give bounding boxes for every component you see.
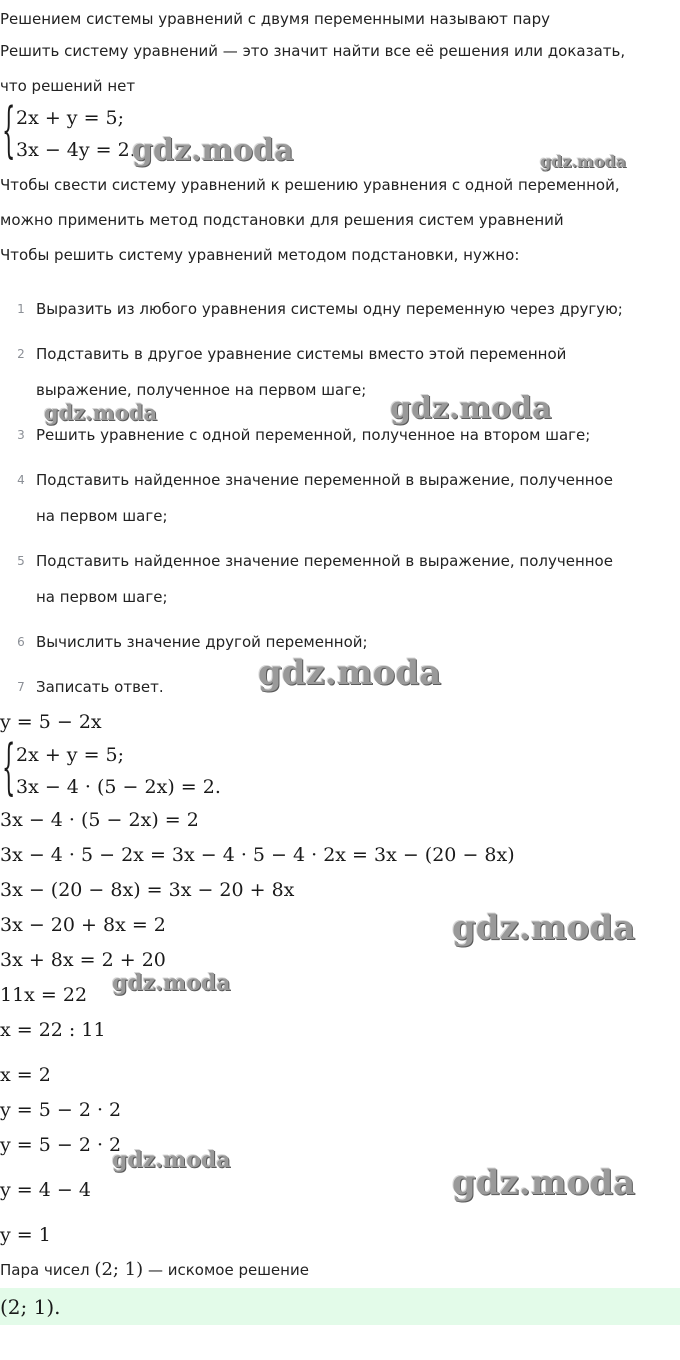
para-line-3: Чтобы решить систему уравнений методом подстановки, нужно: — [0, 246, 520, 264]
system-brace: { — [2, 733, 16, 803]
solution-line: 3x − 4 · (5 − 2x) = 2 — [0, 809, 199, 831]
intro-line-1: Решением системы уравнений с двумя переменными называют пару — [0, 10, 550, 28]
step-5-text: Подставить найденное значение переменной в выражение, полученное — [36, 552, 613, 570]
answer-box — [0, 1288, 680, 1325]
step-4-text: Подставить найденное значение переменной в выражение, полученное — [36, 471, 613, 489]
step-number: 4 — [17, 473, 25, 487]
watermark: gdz.moda — [452, 1163, 636, 1203]
step-6-text: Вычислить значение другой переменной; — [36, 633, 368, 651]
step-number: 6 — [17, 635, 25, 649]
step-number: 1 — [17, 302, 25, 316]
watermark: gdz.moda — [390, 391, 552, 426]
solution-line: y = 5 − 2 · 2 — [0, 1134, 122, 1156]
watermark: gdz.moda — [112, 1147, 231, 1173]
system-1-eq-1: 2x + y = 5; — [16, 107, 125, 129]
solution-line: 3x + 8x = 2 + 20 — [0, 949, 166, 971]
step-4-text-cont: на первом шаге; — [36, 507, 168, 525]
answer: (2; 1). — [0, 1295, 61, 1319]
solution-line: 11x = 22 — [0, 984, 88, 1006]
step-number: 2 — [17, 347, 25, 361]
system-2-eq-1: 2x + y = 5; — [16, 744, 125, 766]
step-2-text: Подставить в другое уравнение системы вместо этой переменной — [36, 345, 567, 363]
solution-line: y = 1 — [0, 1224, 51, 1246]
step-7-text: Записать ответ. — [36, 678, 164, 696]
conclusion-pair: (2; 1) — [94, 1259, 144, 1280]
solution-line: 3x − 20 + 8x = 2 — [0, 914, 166, 936]
step-1-text: Выразить из любого уравнения системы одну переменную через другую; — [36, 300, 623, 318]
step-number: 5 — [17, 554, 25, 568]
para-line-1: Чтобы свести систему уравнений к решению уравнения с одной переменной, — [0, 176, 620, 194]
step-2-text-cont: выражение, полученное на первом шаге; — [36, 381, 367, 399]
system-2-eq-2: 3x − 4 · (5 − 2x) = 2. — [16, 776, 221, 798]
watermark: gdz.moda — [258, 653, 442, 693]
solution-line: x = 22 : 11 — [0, 1019, 106, 1041]
watermark: gdz.moda — [112, 970, 231, 996]
conclusion-prefix: Пара чисел — [0, 1261, 90, 1279]
watermark: gdz.moda — [540, 152, 627, 171]
system-1-eq-2: 3x − 4y = 2. — [16, 139, 136, 161]
intro-line-2: Решить систему уравнений — это значит найти все её решения или доказать, — [0, 42, 626, 60]
solution-line: 3x − (20 − 8x) = 3x − 20 + 8x — [0, 879, 295, 901]
step-3-text: Решить уравнение с одной переменной, полученное на втором шаге; — [36, 426, 591, 444]
system-brace: { — [2, 96, 16, 166]
para-line-2: можно применить метод подстановки для решения систем уравнений — [0, 211, 564, 229]
intro-line-3: что решений нет — [0, 77, 136, 95]
express-y: y = 5 − 2x — [0, 711, 102, 733]
step-5-text-cont: на первом шаге; — [36, 588, 168, 606]
solution-line: y = 4 − 4 — [0, 1179, 91, 1201]
step-number: 7 — [17, 680, 25, 694]
solution-line: x = 2 — [0, 1064, 51, 1086]
watermark: gdz.moda — [132, 133, 294, 168]
step-number: 3 — [17, 428, 25, 442]
watermark: gdz.moda — [452, 908, 636, 948]
solution-line: 3x − 4 · 5 − 2x = 3x − 4 · 5 − 4 · 2x = 3x − (20 − 8x) — [0, 844, 515, 866]
watermark: gdz.moda — [44, 400, 158, 425]
conclusion — [0, 1260, 309, 1280]
solution-line: y = 5 − 2 · 2 — [0, 1099, 122, 1121]
conclusion-suffix: — искомое решение — [147, 1261, 309, 1279]
